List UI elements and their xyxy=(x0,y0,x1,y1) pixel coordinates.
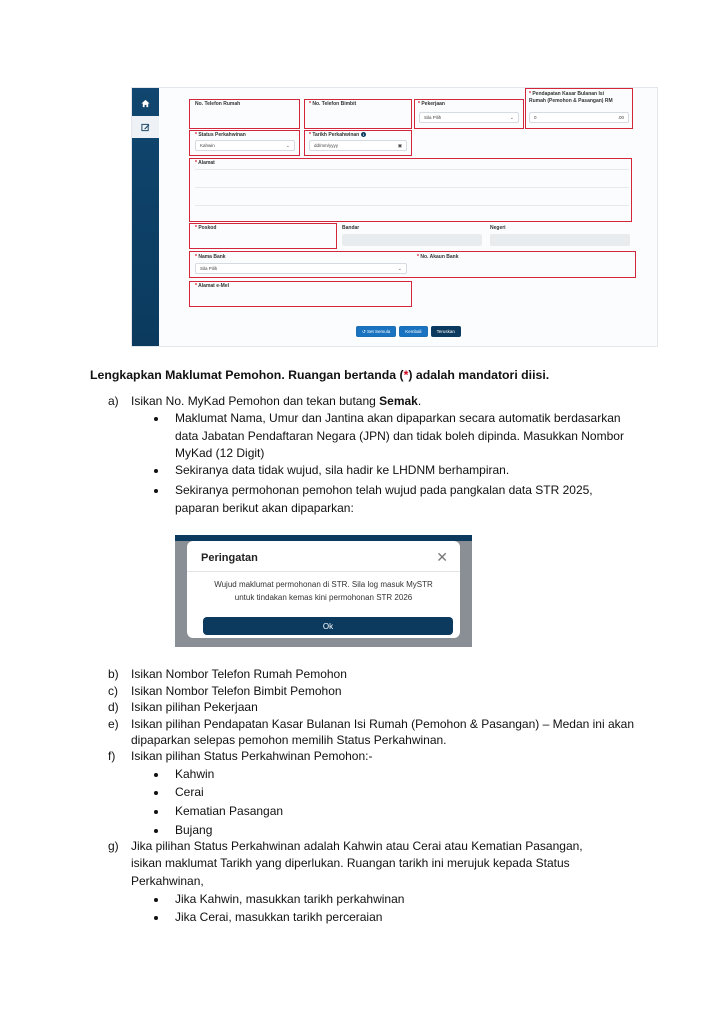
tel-rumah-label: No. Telefon Rumah xyxy=(195,101,241,107)
status-select[interactable]: Kahwin ⌄ xyxy=(195,140,295,151)
pekerjaan-highlight xyxy=(414,99,524,129)
step-g-line-1: Jika pilihan Status Perkahwinan adalah Kahwin atau Cerai atau Kematian Pasangan, xyxy=(131,839,583,853)
akaun-label: * No. Akaun Bank xyxy=(417,254,459,260)
form-buttons xyxy=(356,326,461,337)
step-a-bullet-3-line-2: paparan berikut akan dipaparkan: xyxy=(175,501,354,515)
step-g-marker: g) xyxy=(108,839,119,853)
dialog-message xyxy=(187,578,460,604)
form-screenshot xyxy=(131,87,658,347)
status-highlight xyxy=(189,130,300,156)
dialog-divider xyxy=(187,571,460,572)
bullet-dot xyxy=(154,829,158,833)
step-g-bullet-1: Jika Kahwin, masukkan tarikh perkahwinan xyxy=(175,892,405,906)
next-button[interactable]: Teruskan xyxy=(431,326,461,337)
tel-bimbit-field[interactable] xyxy=(304,99,412,129)
alamat-label: * Alamat xyxy=(195,160,215,166)
instruction-heading: Lengkapkan Maklumat Pemohon. Ruangan bertanda (*) adalah mandatori diisi. xyxy=(90,368,550,382)
status-option-bujang: Bujang xyxy=(175,823,213,837)
step-e-marker: e) xyxy=(108,717,119,731)
bullet-dot xyxy=(154,489,158,493)
pendapatan-input[interactable]: 0 .00 xyxy=(529,112,629,123)
pendapatan-label-line1: * Pendapatan Kasar Bulanan Isi xyxy=(529,91,605,97)
step-d-text: Isikan pilihan Pekerjaan xyxy=(131,700,258,714)
reset-icon: ↺ xyxy=(362,328,368,334)
step-a-bullet-3-line-1: Sekiranya permohonan pemohon telah wujud pada pangkalan data STR 2025, xyxy=(175,483,593,497)
edit-icon[interactable] xyxy=(132,116,159,138)
dialog-title: Peringatan xyxy=(201,552,258,564)
bank-select[interactable]: Sila Pilih ⌄ xyxy=(195,263,407,274)
pendapatan-label-line2: Rumah (Pemohon & Pasangan) RM xyxy=(529,98,613,104)
alamat-field[interactable] xyxy=(189,158,632,222)
pekerjaan-label: * Pekerjaan xyxy=(418,101,445,107)
emel-label: * Alamat e-Mel xyxy=(195,283,230,289)
home-icon[interactable] xyxy=(132,92,159,114)
poskod-label: * Poskod xyxy=(195,225,217,231)
warning-dialog xyxy=(187,541,460,638)
bullet-dot xyxy=(154,469,158,473)
ok-button[interactable]: Ok xyxy=(203,617,453,635)
side-navigation xyxy=(132,88,159,346)
status-option-kahwin: Kahwin xyxy=(175,767,215,781)
step-a-bullet-1-line-3: MyKad (12 Digit) xyxy=(175,446,265,460)
step-f-text: Isikan pilihan Status Perkahwinan Pemohon:- xyxy=(131,749,373,763)
bullet-dot xyxy=(154,773,158,777)
back-button[interactable]: Kembali xyxy=(399,326,427,337)
step-g-line-2: isikan maklumat Tarikh yang diperlukan. Ruangan tarikh ini merujuk kepada Status xyxy=(131,856,570,870)
step-a-bullet-2: Sekiranya data tidak wujud, sila hadir ke LHDNM berhampiran. xyxy=(175,463,510,477)
bullet-dot xyxy=(154,898,158,902)
status-option-kematian: Kematian Pasangan xyxy=(175,804,284,818)
tarikh-highlight xyxy=(304,130,412,156)
bandar-label: Bandar xyxy=(342,225,360,231)
bullet-dot xyxy=(154,916,158,920)
status-label: * Status Perkahwinan xyxy=(195,132,246,138)
tarikh-input[interactable]: dd/mm/yyyy ▣ xyxy=(309,140,407,151)
step-a-marker: a) xyxy=(108,394,119,408)
step-f-marker: f) xyxy=(108,749,116,763)
status-option-cerai: Cerai xyxy=(175,785,204,799)
bank-label: * Nama Bank xyxy=(195,254,226,260)
chevron-down-icon: ⌄ xyxy=(397,265,402,272)
step-c-marker: c) xyxy=(108,684,118,698)
bandar-input xyxy=(342,234,482,246)
pendapatan-highlight xyxy=(525,88,633,129)
bank-highlight xyxy=(189,251,636,278)
tel-bimbit-label: * No. Telefon Bimbit xyxy=(309,101,357,107)
reset-button[interactable]: ↺ Set Semula xyxy=(356,326,396,337)
step-c-text: Isikan Nombor Telefon Bimbit Pemohon xyxy=(131,684,342,698)
tarikh-label: * Tarikh Perkahwinan i xyxy=(309,132,365,138)
step-a-text: Isikan No. MyKad Pemohon dan tekan butang Semak. xyxy=(131,394,422,408)
tel-rumah-field[interactable] xyxy=(189,99,300,129)
dialog-screenshot xyxy=(175,535,472,647)
step-b-marker: b) xyxy=(108,667,119,681)
calendar-icon[interactable]: ▣ xyxy=(397,142,402,148)
negeri-input xyxy=(490,234,630,246)
bullet-dot xyxy=(154,417,158,421)
step-a-bullet-1-line-2: data Jabatan Pendaftaran Negara (JPN) dan tidak boleh dipinda. Masukkan Nombor xyxy=(175,429,624,443)
negeri-label: Negeri xyxy=(490,225,506,231)
close-icon[interactable]: ✕ xyxy=(436,549,448,565)
poskod-field[interactable] xyxy=(189,223,337,249)
step-d-marker: d) xyxy=(108,700,119,714)
step-b-text: Isikan Nombor Telefon Rumah Pemohon xyxy=(131,667,347,681)
emel-field[interactable] xyxy=(189,281,412,307)
dialog-message-line-2: untuk tindakan kemas kini permohonan STR 2026 xyxy=(234,593,413,602)
bullet-dot xyxy=(154,810,158,814)
step-g-bullet-2: Jika Cerai, masukkan tarikh perceraian xyxy=(175,910,383,924)
step-g-line-3: Perkahwinan, xyxy=(131,874,204,888)
pekerjaan-select[interactable]: Sila Pilih ⌄ xyxy=(419,112,519,123)
chevron-down-icon: ⌄ xyxy=(285,142,290,149)
step-e-line-1: Isikan pilihan Pendapatan Kasar Bulanan Isi Rumah (Pemohon & Pasangan) – Medan ini akan xyxy=(131,717,634,731)
info-icon[interactable]: i xyxy=(363,132,365,137)
dialog-message-line-1: Wujud maklumat permohonan di STR. Sila log masuk MySTR xyxy=(214,580,433,589)
step-e-line-2: dipaparkan selepas pemohon memilih Status Perkahwinan. xyxy=(131,733,447,747)
chevron-down-icon: ⌄ xyxy=(509,114,514,121)
step-a-bullet-1-line-1: Maklumat Nama, Umur dan Jantina akan dipaparkan secara automatik berdasarkan xyxy=(175,411,621,425)
bullet-dot xyxy=(154,791,158,795)
